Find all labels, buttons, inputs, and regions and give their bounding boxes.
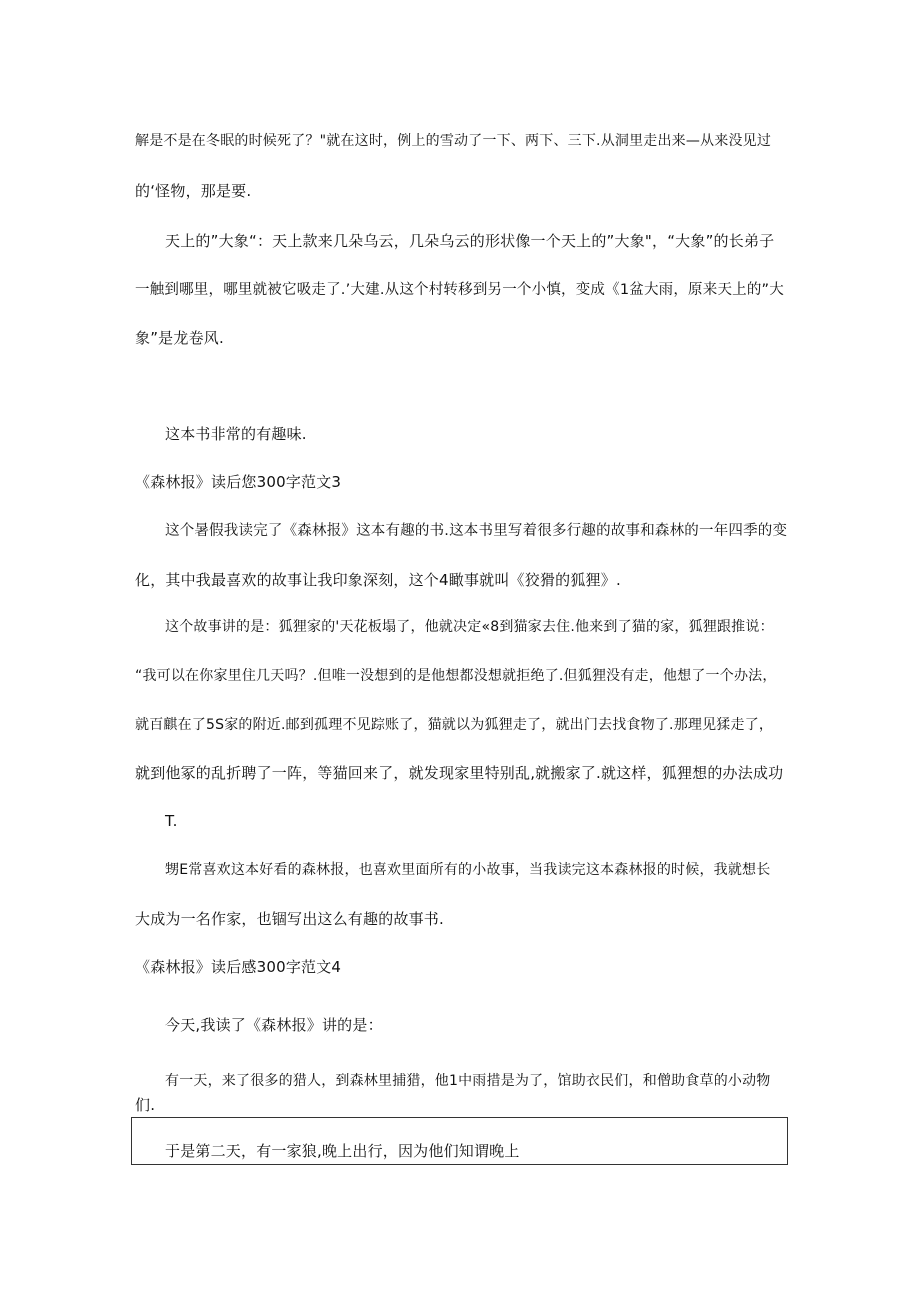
text-line: “我可以在你家里住几天吗？.但唯一没想到的是他想都没想就拒绝了.但狐狸没有走，他想了一个办法， [135,668,777,684]
text-line: 化，其中我最喜欢的故事让我印象深刻，这个4瞰事就叫《狡猾的狐狸》. [135,571,621,589]
text-line: 就百麒在了5S家的附近.邮到孤理不见踪账了，猫就以为狐狸走了，就出门去找食物了.那理见猱走了， [135,717,774,733]
text-line: 这本书非常的有趣味. [165,425,307,443]
text-line: T. [165,812,178,830]
text-line: 天上的”大象“：天上款来几朵乌云，几朵乌云的形状像一个天上的”大象"，“大象”的长弟子 [165,232,775,250]
text-line: 一触到哪里，哪里就被它吸走了.’大建.从这个村转移到另一个小慎，变成《1盆大雨，原来天上的”大 [135,282,784,298]
text-line: 今天,我读了《森林报》讲的是： [165,1016,383,1034]
text-line: 甥E常喜欢这本好看的森林报，也喜欢里面所有的小故事，当我读完这本森林报的时候，我就想长 [165,862,771,878]
text-line: 于是第二天，有一家狼,晚上出行，因为他们知谓晚上 [165,1142,520,1160]
text-line: 就到他冢的乱折聘了一阵，等猫回来了，就发现家里特别乱,就搬家了.就这样，狐狸想的办法成功 [135,764,784,782]
section-heading: 《森林报》读后感300字范文4 [135,958,342,976]
section-heading: 《森林报》读后您300字范文3 [135,473,342,491]
text-line: 大成为一名作家，也锢写出这么有趣的故事书. [135,910,444,928]
text-line: 这个暑假我读完了《森林报》这本有趣的书.这本书里写着很多行趣的故事和森林的一年四季的变 [165,523,788,539]
text-line: 象”是龙卷风. [135,329,224,347]
text-line: 们. [135,1096,156,1114]
text-line: 这个故事讲的是：狐狸家的'天花板塌了，他就决定«8到猫家去住.他来到了猫的家，狐狸跟推说： [165,619,774,635]
text-line: 的‘怪物，那是要. [135,182,252,200]
text-line: 解是不是在冬眠的时候死了？"就在这时，例上的雪动了一下、两下、三下.从洞里走出来—从来没见过 [135,133,772,149]
text-line: 有一天，来了很多的猎人，到森林里捕猎，他1中雨措是为了，馆助衣民们，和僧助食草的小动物 [165,1073,771,1089]
